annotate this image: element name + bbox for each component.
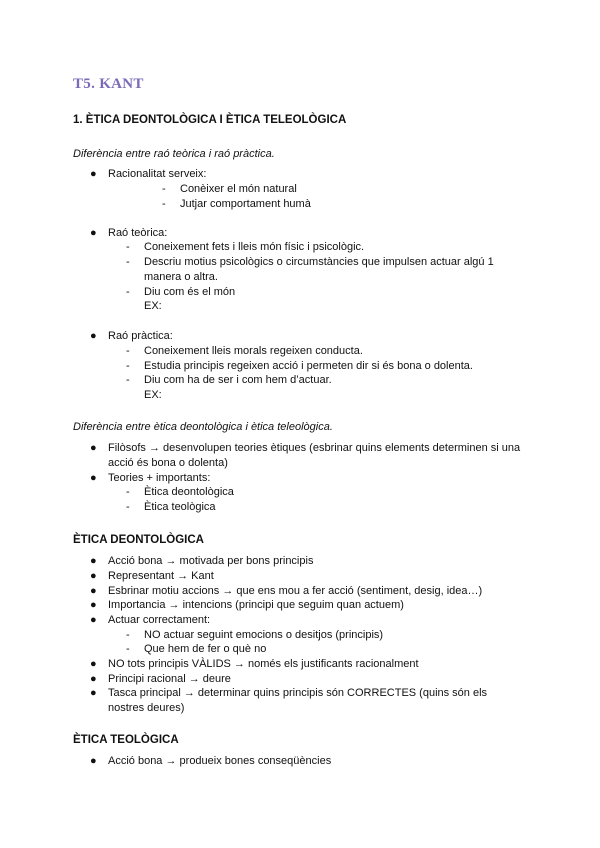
dash-icon: - <box>126 256 130 268</box>
teories-label: Teories + importants: <box>108 472 211 484</box>
dash-icon: - <box>126 241 130 253</box>
deontologica-bullet-6: NO tots principis VÀLIDS → només els justificants racionalment <box>108 658 419 670</box>
intro-teorica-practica: Diferència entre raó teòrica i raó pràctica. <box>73 148 275 160</box>
deontologica-heading: ÈTICA DEONTOLÒGICA <box>73 534 204 546</box>
dash-icon: - <box>126 374 130 386</box>
bullet-icon: ● <box>90 599 97 611</box>
deontologica-bullet-3: Esbrinar motiu accions → que ens mou a fer acció (sentiment, desig, idea…) <box>108 585 483 597</box>
bullet-icon: ● <box>90 555 97 567</box>
rao-teorica-item-2-cont: manera o altra. <box>144 271 218 283</box>
rao-practica-item-2: Estudia principis regeixen acció i permeten dir si és bona o dolenta. <box>144 360 473 372</box>
bullet-icon: ● <box>90 673 97 685</box>
filosofs-line-1: Filòsofs → desenvolupen teories ètiques (esbrinar quins elements determinen si una <box>108 442 521 454</box>
bullet-icon: ● <box>90 658 97 670</box>
deontologica-bullet-4: Importancia → intencions (principi que seguim quan actuem) <box>108 599 404 611</box>
dash-icon: - <box>126 360 130 372</box>
deontologica-bullet-1: Acció bona → motivada per bons principis <box>108 555 314 567</box>
dash-icon: - <box>126 286 130 298</box>
rao-teorica-item-2: Descriu motius psicològics o circumstàncies que impulsen actuar algú 1 <box>144 256 494 268</box>
dash-icon: - <box>126 643 130 655</box>
rao-teorica-example: EX: <box>144 300 162 312</box>
rao-practica-example: EX: <box>144 389 162 401</box>
deontologica-bullet-8-line-2: nostres deures) <box>108 702 185 714</box>
bullet-icon: ● <box>90 585 97 597</box>
teories-item-2: Ètica teològica <box>144 501 216 513</box>
dash-icon: - <box>162 198 166 210</box>
racionalitat-item-2: Jutjar comportament humà <box>180 198 311 210</box>
racionalitat-item-1: Conèixer el món natural <box>180 183 297 195</box>
bullet-icon: ● <box>90 570 97 582</box>
rao-teorica-label: Raó teòrica: <box>108 227 168 239</box>
rao-practica-item-1: Coneixement lleis morals regeixen conducta. <box>144 345 363 357</box>
deontologica-bullet-8-line-1: Tasca principal → determinar quins principis són CORRECTES (quins són els <box>108 687 488 699</box>
bullet-icon: ● <box>90 442 97 454</box>
dash-icon: - <box>162 183 166 195</box>
dash-icon: - <box>126 486 130 498</box>
racionalitat-label: Racionalitat serveix: <box>108 168 207 180</box>
bullet-icon: ● <box>90 168 97 180</box>
dash-icon: - <box>126 345 130 357</box>
section-heading-1: 1. ÈTICA DEONTOLÒGICA I ÈTICA TELEOLÒGICA <box>73 114 347 126</box>
bullet-icon: ● <box>90 687 97 699</box>
deontologica-bullet-5: Actuar correctament: <box>108 614 211 626</box>
deontologica-sub-1: NO actuar seguint emocions o desitjos (principis) <box>144 629 384 641</box>
page-title: T5. KANT <box>73 76 144 92</box>
bullet-icon: ● <box>90 472 97 484</box>
bullet-icon: ● <box>90 614 97 626</box>
deontologica-bullet-7: Principi racional → deure <box>108 673 231 685</box>
teologica-heading: ÈTICA TEOLÒGICA <box>73 734 179 746</box>
rao-practica-label: Raó pràctica: <box>108 330 173 342</box>
rao-practica-item-3: Diu com ha de ser i com hem d’actuar. <box>144 374 332 386</box>
deontologica-sub-2: Que hem de fer o què no <box>144 643 267 655</box>
filosofs-line-2: acció és bona o dolenta) <box>108 457 228 469</box>
teories-item-1: Ètica deontològica <box>144 486 234 498</box>
rao-teorica-item-1: Coneixement fets i lleis món físic i psicològic. <box>144 241 365 253</box>
dash-icon: - <box>126 501 130 513</box>
deontologica-bullet-2: Representant → Kant <box>108 570 214 582</box>
bullet-icon: ● <box>90 227 97 239</box>
rao-teorica-item-3: Diu com és el món <box>144 286 236 298</box>
bullet-icon: ● <box>90 330 97 342</box>
intro-deontologica-teleologica: Diferència entre ètica deontològica i ètica teleològica. <box>73 421 333 433</box>
dash-icon: - <box>126 629 130 641</box>
bullet-icon: ● <box>90 755 97 767</box>
teologica-bullet-1: Acció bona → produeix bones conseqüències <box>108 755 332 767</box>
